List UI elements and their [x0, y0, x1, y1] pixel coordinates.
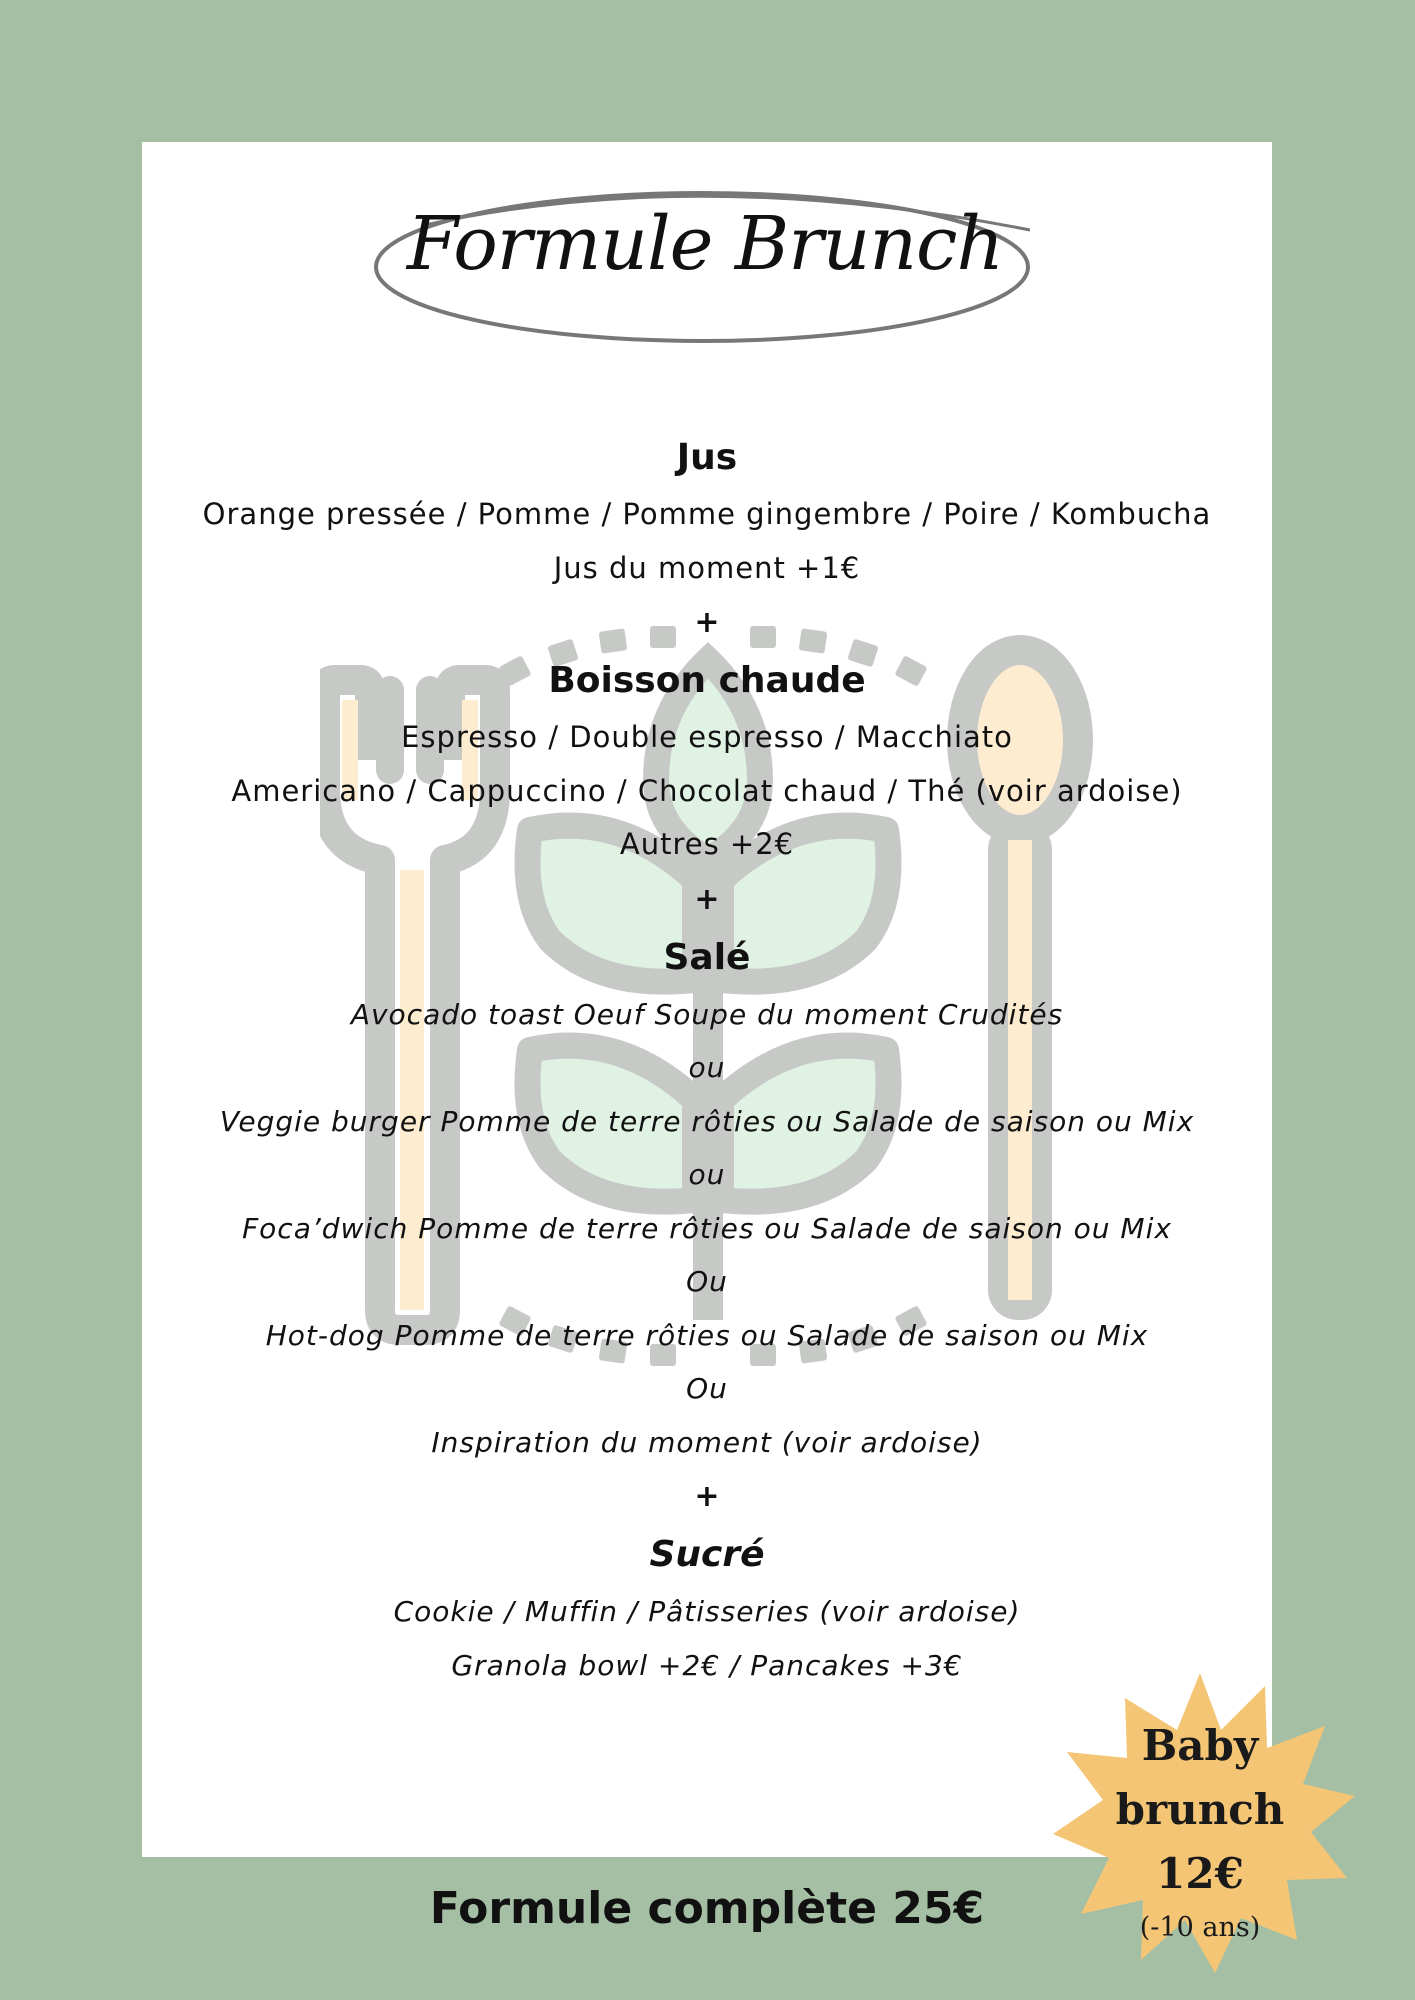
badge-age-note: (-10 ans)	[1139, 1912, 1261, 1943]
baby-brunch-badge	[1045, 1668, 1355, 1978]
badge-price: 12€	[1156, 1849, 1244, 1898]
menu-line: Jus du moment +1€	[553, 550, 861, 585]
section-heading-sucre: Sucré	[649, 1534, 765, 1575]
badge-text	[1045, 1714, 1355, 1950]
menu-content	[142, 428, 1272, 1692]
badge-line: brunch	[1115, 1785, 1285, 1834]
menu-line: Americano / Cappuccino / Chocolat chaud / Thé (voir ardoise)	[231, 773, 1183, 808]
menu-line: Avocado toast Oeuf Soupe du moment Crudités	[350, 997, 1064, 1031]
plus-separator: +	[694, 1479, 720, 1514]
section-heading-sale: Salé	[663, 936, 751, 978]
plus-separator: +	[694, 605, 720, 640]
menu-line: Cookie / Muffin / Pâtisseries (voir ardoise)	[393, 1595, 1021, 1628]
section-heading-boisson: Boisson chaude	[548, 660, 866, 701]
menu-title: Formule Brunch	[406, 201, 1004, 287]
menu-line: Orange pressée / Pomme / Pomme gingembre / Poire / Kombucha	[202, 497, 1212, 531]
menu-line: Granola bowl +2€ / Pancakes +3€	[451, 1648, 963, 1682]
menu-line: Inspiration du moment (voir ardoise)	[431, 1425, 983, 1459]
title-block	[370, 175, 1040, 350]
section-heading-jus: Jus	[676, 437, 738, 478]
menu-line: Veggie burger Pomme de terre rôties ou Salade de saison ou Mix	[219, 1104, 1195, 1138]
badge-line: Baby	[1141, 1721, 1259, 1770]
menu-line: Ou	[686, 1265, 728, 1298]
plus-separator: +	[694, 881, 720, 917]
footer-price: Formule complète 25€	[429, 1883, 985, 1934]
menu-line: ou	[688, 1051, 726, 1084]
menu-line: ou	[688, 1158, 726, 1191]
menu-line: Autres +2€	[619, 827, 795, 861]
menu-line: Ou	[686, 1372, 728, 1405]
menu-line: Hot-dog Pomme de terre rôties ou Salade de saison ou Mix	[265, 1318, 1149, 1352]
menu-line: Foca’dwich Pomme de terre rôties ou Salade de saison ou Mix	[242, 1211, 1172, 1245]
menu-line: Espresso / Double espresso / Macchiato	[401, 720, 1013, 754]
